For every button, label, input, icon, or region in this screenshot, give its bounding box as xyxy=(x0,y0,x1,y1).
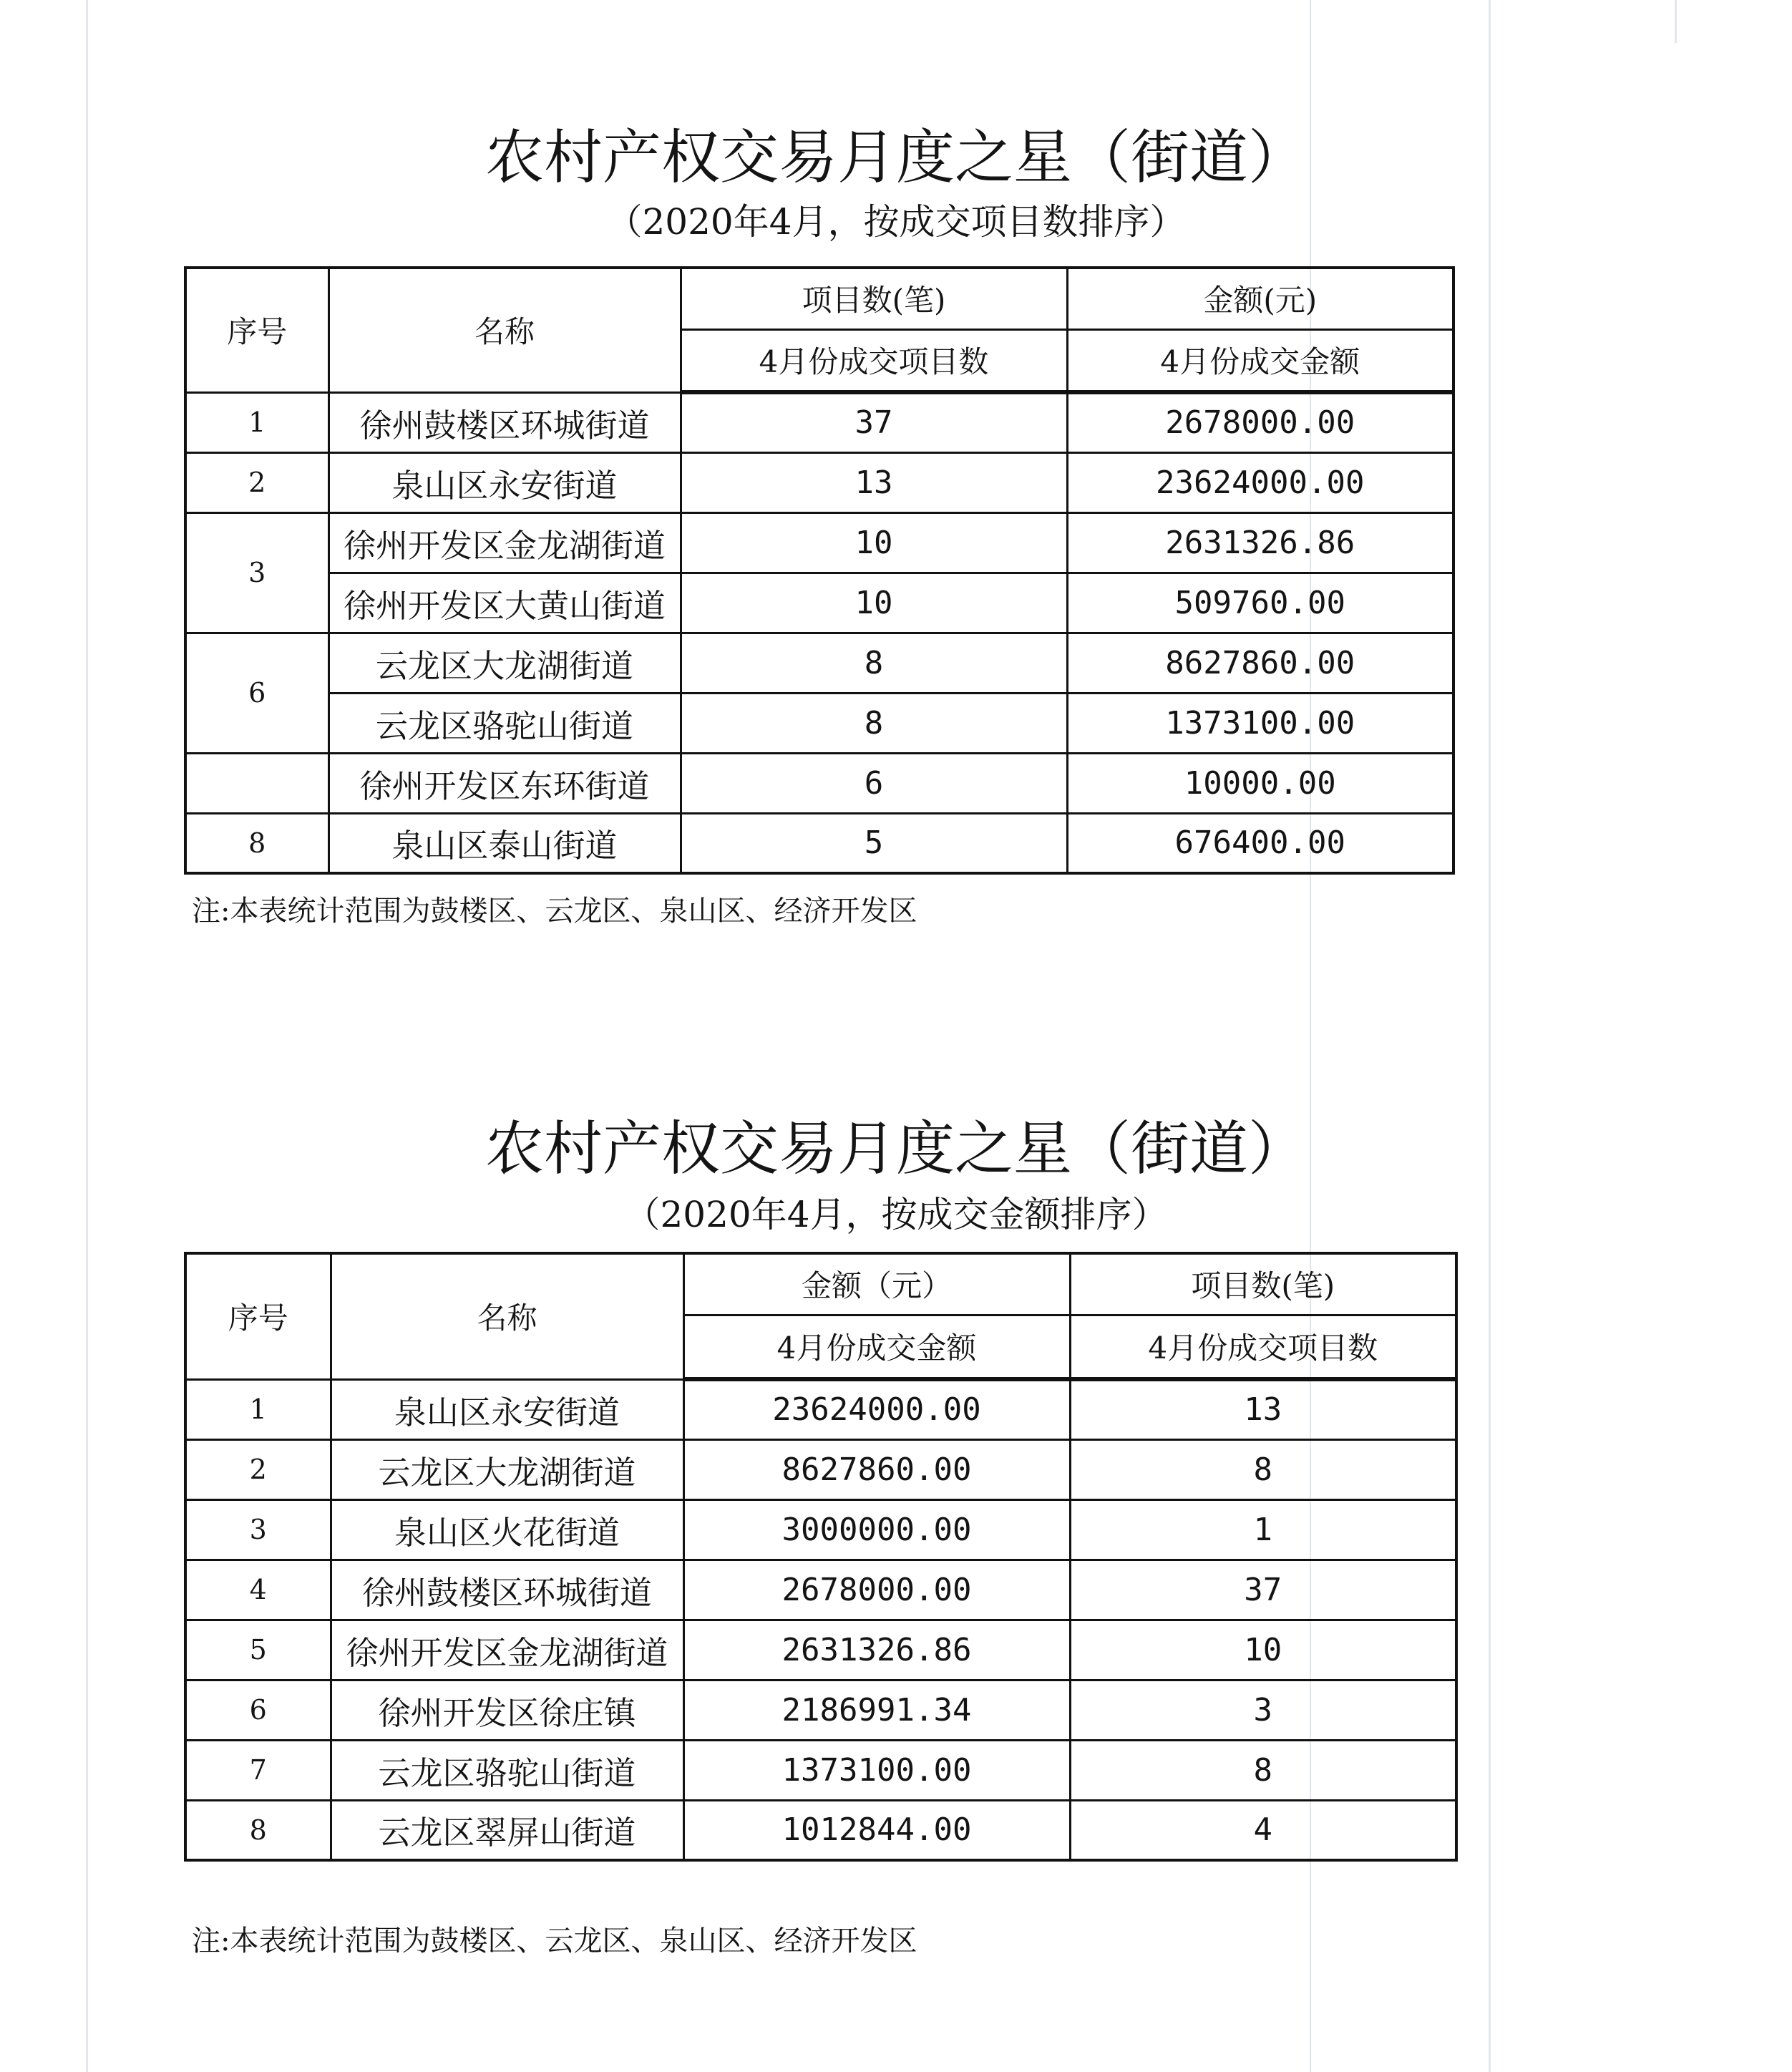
row-rank: 1 xyxy=(185,1379,331,1439)
row-name: 云龙区大龙湖街道 xyxy=(328,633,681,693)
row-amount: 2631326.86 xyxy=(1067,512,1453,573)
header-name: 名称 xyxy=(331,1253,683,1379)
table-row xyxy=(185,693,1453,753)
table-row xyxy=(185,1740,1456,1800)
table-title: 农村产权交易月度之星（街道） xyxy=(484,1115,1307,1183)
row-name: 徐州开发区东环街道 xyxy=(328,753,681,813)
row-amount: 8627860.00 xyxy=(683,1439,1070,1499)
row-amount: 2631326.86 xyxy=(683,1620,1070,1680)
table-row xyxy=(185,1620,1456,1680)
row-rank: 8 xyxy=(185,1800,331,1860)
header-project-count: 项目数(笔) xyxy=(681,268,1067,329)
header-april-amount: 4月份成交金额 xyxy=(1067,329,1453,392)
row-name: 泉山区火花街道 xyxy=(331,1499,683,1560)
row-name: 云龙区大龙湖街道 xyxy=(331,1439,683,1499)
row-count: 8 xyxy=(1070,1439,1456,1499)
table-subtitle: （2020年4月，按成交金额排序） xyxy=(624,1194,1168,1235)
header-amount: 金额（元） xyxy=(683,1253,1070,1315)
table-row xyxy=(185,633,1453,693)
ghost-line xyxy=(1675,0,1677,43)
header-project-count: 项目数(笔) xyxy=(1070,1253,1456,1315)
table-row xyxy=(185,1560,1456,1620)
row-name: 泉山区泰山街道 xyxy=(328,813,681,873)
row-amount: 509760.00 xyxy=(1067,573,1453,633)
table-row xyxy=(185,1800,1456,1860)
row-name: 徐州鼓楼区环城街道 xyxy=(328,392,681,452)
row-rank: 5 xyxy=(185,1620,331,1680)
row-count: 10 xyxy=(681,512,1067,573)
row-amount: 2186991.34 xyxy=(683,1680,1070,1740)
header-amount: 金额(元) xyxy=(1067,268,1453,329)
table-row xyxy=(185,392,1453,452)
table-note: 注:本表统计范围为鼓楼区、云龙区、泉山区、经济开发区 xyxy=(192,1925,917,1957)
ranking-table xyxy=(184,266,1455,875)
row-name: 徐州鼓楼区环城街道 xyxy=(331,1560,683,1620)
row-amount: 23624000.00 xyxy=(683,1379,1070,1439)
header-index: 序号 xyxy=(185,268,328,392)
ranking-table xyxy=(184,1252,1458,1862)
table-row xyxy=(185,1680,1456,1740)
row-count: 13 xyxy=(1070,1379,1456,1439)
row-amount: 1373100.00 xyxy=(683,1740,1070,1800)
row-count: 13 xyxy=(681,452,1067,512)
row-rank: 4 xyxy=(185,1560,331,1620)
table-note: 注:本表统计范围为鼓楼区、云龙区、泉山区、经济开发区 xyxy=(192,895,917,928)
header-index: 序号 xyxy=(185,1253,331,1379)
row-count: 37 xyxy=(1070,1560,1456,1620)
row-rank: 3 xyxy=(185,512,328,633)
row-amount: 23624000.00 xyxy=(1067,452,1453,512)
row-name: 徐州开发区徐庄镇 xyxy=(331,1680,683,1740)
table-row xyxy=(185,813,1453,873)
row-count: 8 xyxy=(681,693,1067,753)
row-amount: 1012844.00 xyxy=(683,1800,1070,1860)
row-amount: 8627860.00 xyxy=(1067,633,1453,693)
row-amount: 2678000.00 xyxy=(683,1560,1070,1620)
table-row xyxy=(185,452,1453,512)
row-count: 10 xyxy=(1070,1620,1456,1680)
row-rank: 7 xyxy=(185,1740,331,1800)
row-rank: 6 xyxy=(185,633,328,753)
table-title: 农村产权交易月度之星（街道） xyxy=(484,124,1307,192)
row-name: 徐州开发区大黄山街道 xyxy=(328,573,681,633)
table-row xyxy=(185,1499,1456,1560)
row-count: 8 xyxy=(681,633,1067,693)
row-name: 云龙区骆驼山街道 xyxy=(331,1740,683,1800)
row-name: 徐州开发区金龙湖街道 xyxy=(328,512,681,573)
row-count: 37 xyxy=(681,392,1067,452)
row-rank: 2 xyxy=(185,1439,331,1499)
header-april-amount: 4月份成交金额 xyxy=(683,1315,1070,1379)
row-rank: 8 xyxy=(185,813,328,873)
table-row xyxy=(185,573,1453,633)
row-name: 徐州开发区金龙湖街道 xyxy=(331,1620,683,1680)
row-rank: 3 xyxy=(185,1499,331,1560)
row-rank: 6 xyxy=(185,1680,331,1740)
row-count: 3 xyxy=(1070,1680,1456,1740)
row-rank: 2 xyxy=(185,452,328,512)
table-row xyxy=(185,1379,1456,1439)
row-rank xyxy=(185,753,328,813)
table-row xyxy=(185,512,1453,573)
row-count: 8 xyxy=(1070,1740,1456,1800)
row-count: 5 xyxy=(681,813,1067,873)
row-rank: 1 xyxy=(185,392,328,452)
row-name: 云龙区翠屏山街道 xyxy=(331,1800,683,1860)
row-amount: 2678000.00 xyxy=(1067,392,1453,452)
row-count: 10 xyxy=(681,573,1067,633)
row-amount: 1373100.00 xyxy=(1067,693,1453,753)
row-amount: 676400.00 xyxy=(1067,813,1453,873)
table-row xyxy=(185,753,1453,813)
row-count: 4 xyxy=(1070,1800,1456,1860)
table-row xyxy=(185,1439,1456,1499)
table-subtitle: （2020年4月，按成交项目数排序） xyxy=(606,201,1186,243)
row-count: 1 xyxy=(1070,1499,1456,1560)
row-amount: 10000.00 xyxy=(1067,753,1453,813)
row-name: 泉山区永安街道 xyxy=(328,452,681,512)
row-name: 泉山区永安街道 xyxy=(331,1379,683,1439)
header-april-count: 4月份成交项目数 xyxy=(1070,1315,1456,1379)
ghost-line xyxy=(86,0,88,2072)
row-amount: 3000000.00 xyxy=(683,1499,1070,1560)
header-name: 名称 xyxy=(328,268,681,392)
row-name: 云龙区骆驼山街道 xyxy=(328,693,681,753)
row-count: 6 xyxy=(681,753,1067,813)
header-april-count: 4月份成交项目数 xyxy=(681,329,1067,392)
ghost-line xyxy=(1489,0,1491,2072)
